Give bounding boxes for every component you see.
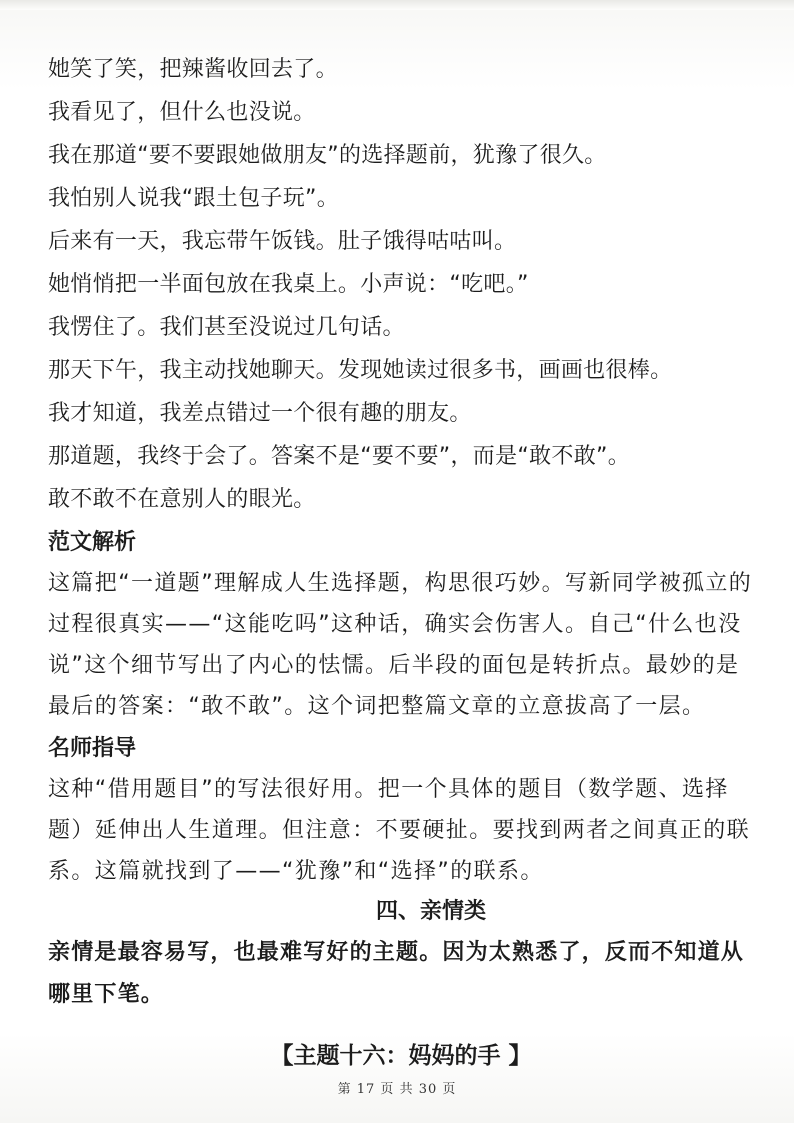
story-line: 我在那道“要不要跟她做朋友”的选择题前，犹豫了很久。 <box>48 143 607 168</box>
story-line: 那天下午，我主动找她聊天。发现她读过很多书，画画也很棒。 <box>48 358 673 383</box>
page-footer: 第 17 页 共 30 页 <box>337 1082 457 1097</box>
story-line: 我怕别人说我“跟土包子玩”。 <box>48 186 339 211</box>
analysis-heading: 范文解析 <box>48 530 137 555</box>
guidance-heading: 名师指导 <box>48 736 137 761</box>
story-line: 她笑了笑，把辣酱收回去了。 <box>48 57 338 82</box>
analysis-body: 这篇把“一道题”理解成人生选择题，构思很巧妙。写新同学被孤立的过程很真实——“这能吃吗”这种话，确实会伤害人。自己“什么也没说”这个细节写出了内心的怯懦。后半段的面包是转折点。最妙的是最后的答案：“敢不敢”。这个词把整篇文章的立意拔高了一层。 <box>48 571 753 719</box>
story-excerpt <box>48 48 754 521</box>
story-line: 敢不敢不在意别人的眼光。 <box>48 487 316 512</box>
topic-title: 【主题十六：妈妈的手 】 <box>270 1043 532 1069</box>
story-line: 我愣住了。我们甚至没说过几句话。 <box>48 315 405 340</box>
story-line: 我才知道，我差点错过一个很有趣的朋友。 <box>48 401 472 426</box>
guidance-body: 这种“借用题目”的写法很好用。把一个具体的题目（数学题、选择题）延伸出人生道理。但注意：不要硬扯。要找到两者之间真正的联系。这篇就找到了——“犹豫”和“选择”的联系。 <box>48 777 751 884</box>
story-line: 那道题，我终于会了。答案不是“要不要”，而是“敢不敢”。 <box>48 444 630 469</box>
story-line: 后来有一天，我忘带午饭钱。肚子饿得咕咕叫。 <box>48 229 517 254</box>
section-intro: 亲情是最容易写，也最难写好的主题。因为太熟悉了，反而不知道从哪里下笔。 <box>48 940 745 1007</box>
scan-edge <box>0 0 794 10</box>
story-line: 我看见了，但什么也没说。 <box>48 100 316 125</box>
section-title: 四、亲情类 <box>375 899 486 924</box>
story-line: 她悄悄把一半面包放在我桌上。小声说：“吃吧。” <box>48 272 529 297</box>
